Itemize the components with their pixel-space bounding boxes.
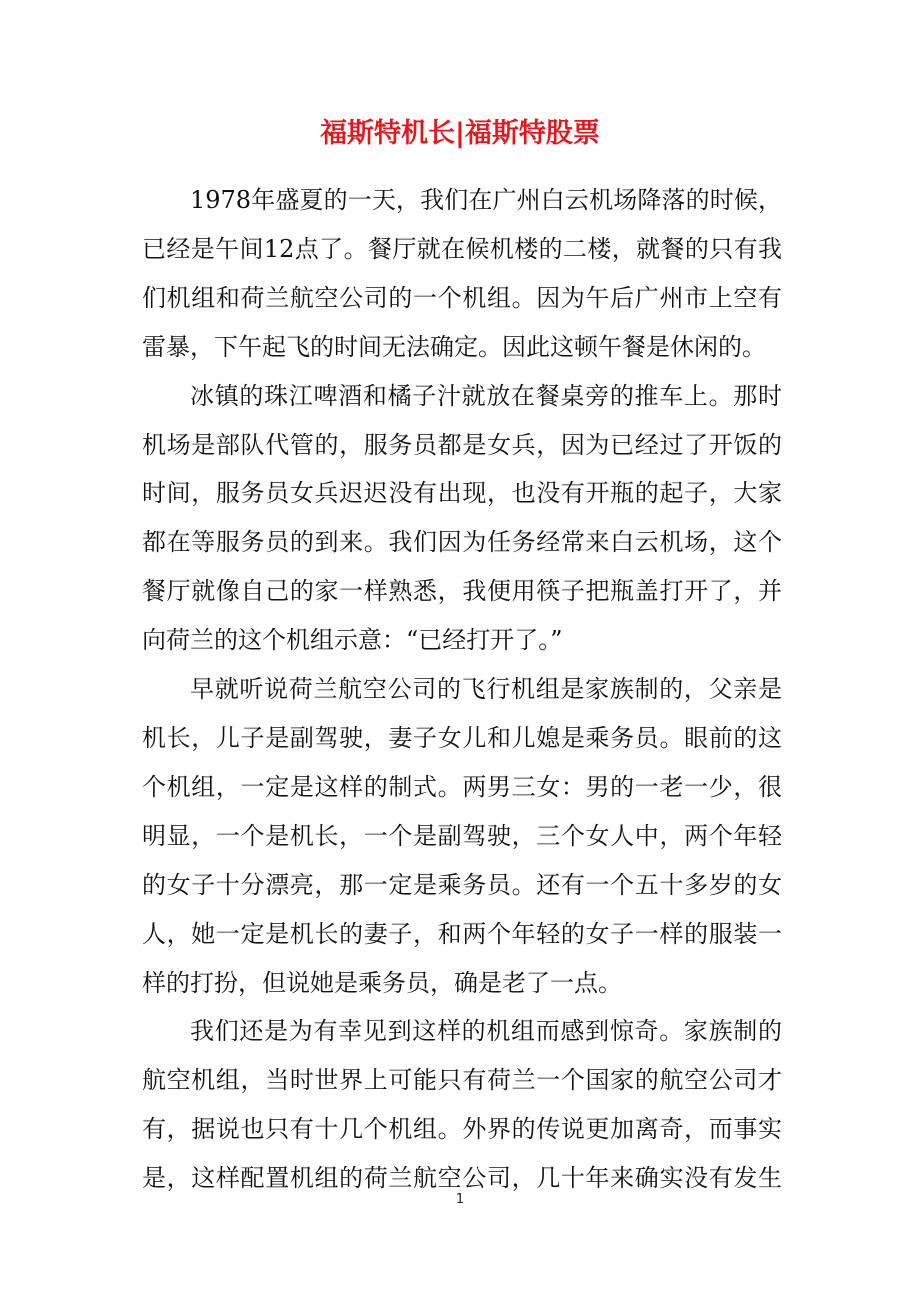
paragraph-3: 早就听说荷兰航空公司的飞行机组是家族制的，父亲是机长，儿子是副驾驶，妻子女儿和儿媳是乘务员。眼前的这个机组，一定是这样的制式。两男三女：男的一老一少，很明显，一个是机长，一个是副驾驶，三个女人中，两个年轻的女子十分漂亮，那一定是乘务员。还有一个五十多岁的女人，她一定是机长的妻子，和两个年轻的女子一样的服装一样的打扮，但说她是乘务员，确是老了一点。 (142, 675, 782, 997)
document-body (142, 176, 782, 1203)
paragraph-4: 我们还是为有幸见到这样的机组而感到惊奇。家族制的航空机组，当时世界上可能只有荷兰一个国家的航空公司才有，据说也只有十几个机组。外界的传说更加离奇，而事实是，这样配置机组的荷兰航空公司，几十年来确实没有发生 (142, 1017, 782, 1193)
paragraph-2: 冰镇的珠江啤酒和橘子汁就放在餐桌旁的推车上。那时机场是部队代管的，服务员都是女兵，因为已经过了开饭的时间，服务员女兵迟迟没有出现，也没有开瓶的起子，大家都在等服务员的到来。我们因为任务经常来白云机场，这个餐厅就像自己的家一样熟悉，我便用筷子把瓶盖打开了，并向荷兰的这个机组示意：“已经打开了。” (142, 381, 782, 655)
document-title: 福斯特机长|福斯特股票 (320, 118, 600, 149)
paragraph-1: 1978年盛夏的一天，我们在广州白云机场降落的时候，已经是午间12点了。餐厅就在候机楼的二楼，就餐的只有我们机组和荷兰航空公司的一个机组。因为午后广州市上空有雷暴，下午起飞的时间无法确定。因此这顿午餐是休闲的。 (142, 186, 782, 361)
page-number: 1 (455, 1192, 465, 1207)
